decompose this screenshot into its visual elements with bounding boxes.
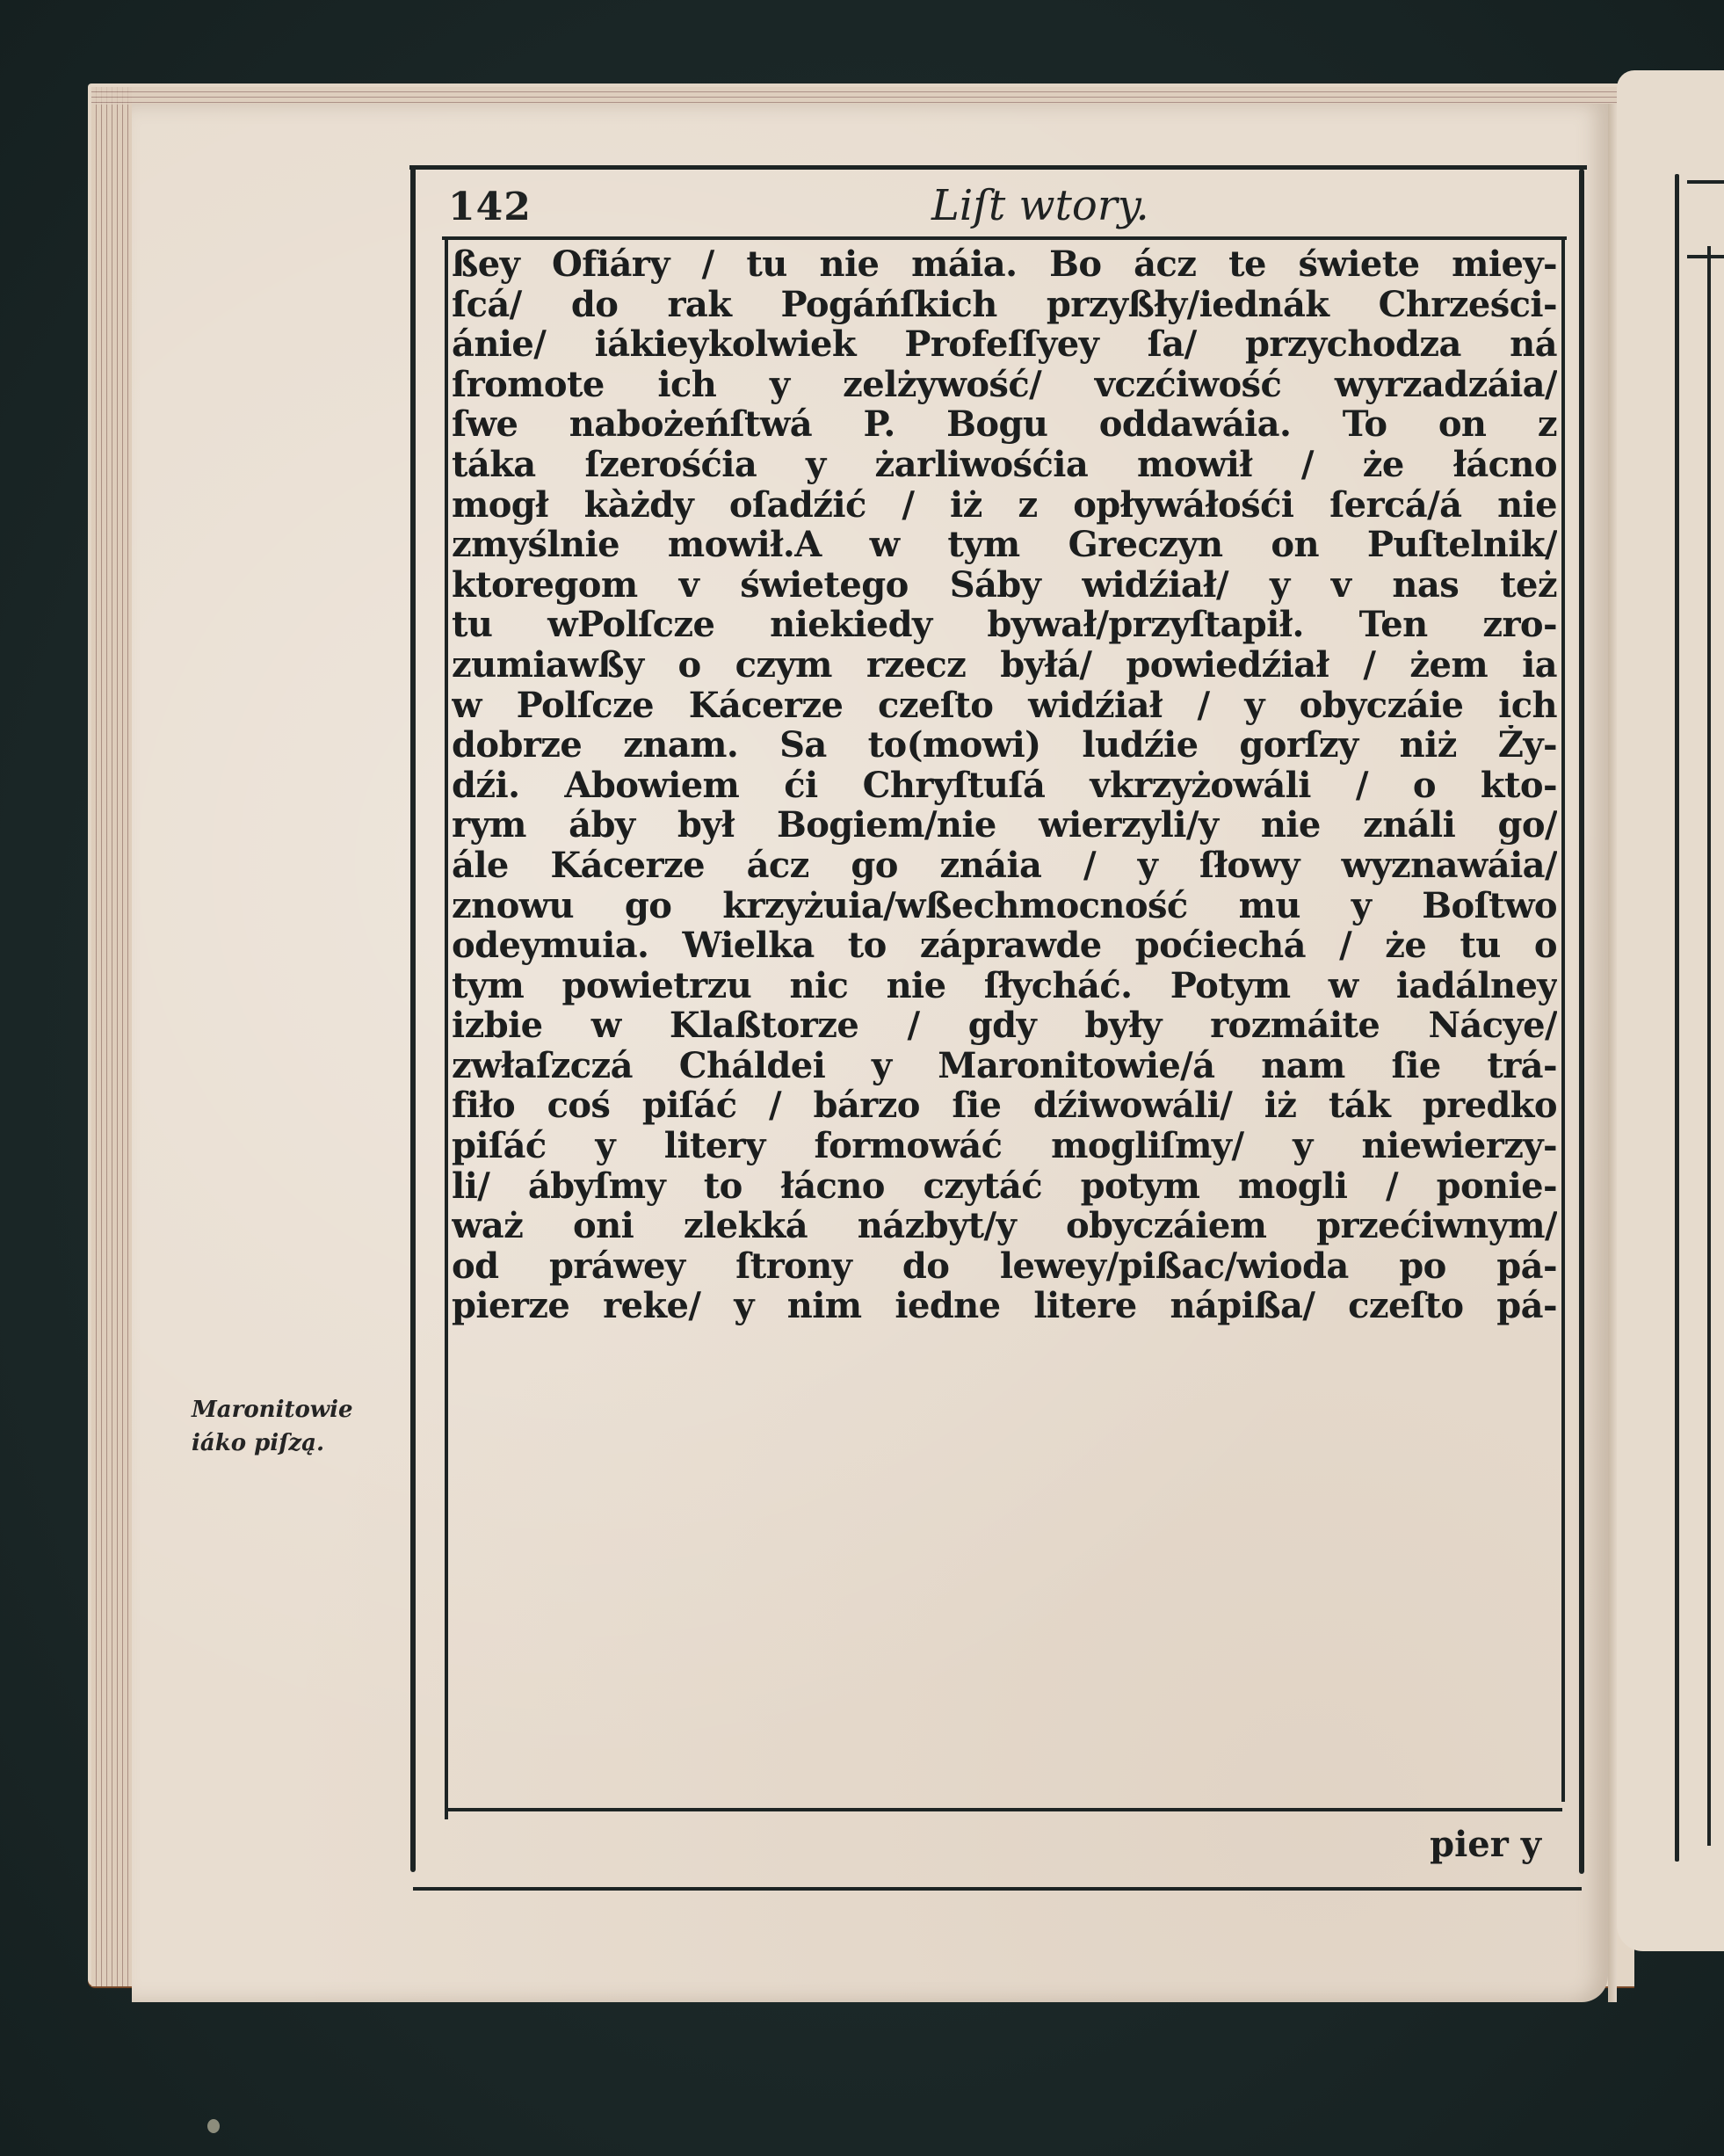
text-line: ktoregom v świetego Sáby widźiał/ y v nas też: [452, 564, 1557, 606]
text-line: ßey Ofiáry / tu nie máia. Bo ácz te świete miey-: [452, 244, 1557, 285]
text-line: zumiawßy o czym rzecz byłá/ powiedźiał / żem ia: [452, 644, 1557, 686]
text-line: ánie/ iákieykolwiek Profeſſyey ſa/ przychodza ná: [452, 324, 1557, 365]
page-number: 142: [448, 185, 532, 229]
header-rule: [442, 236, 1567, 240]
text-line: odeymuia. Wielka to záprawde poćiechá / że tu o: [452, 926, 1557, 966]
text-line: w Polſcze Kácerze czeſto widźiał / y obyczáie ich: [452, 685, 1557, 726]
text-line: rym áby był Bogiem/nie wierzyli/y nie ználi go/: [452, 805, 1557, 846]
text-line: zmyślnie mowił.A w tym Greczyn on Puſtelnik/: [452, 525, 1557, 565]
text-line: táka ſzerośćia y żarliwośćia mowił / że łácno: [452, 444, 1557, 485]
text-line: waż oni zlekká názbyt/y obyczáiem przećiwnym/: [452, 1206, 1557, 1246]
facing-page-frame-rule: [1675, 174, 1679, 1862]
marginal-note-line: Maronitowie: [192, 1397, 353, 1423]
gutter: [1608, 104, 1617, 2002]
catchword: pier y: [1430, 1824, 1541, 1865]
marginal-note: [192, 1393, 402, 1460]
text-line: pierze reke/ y nim iedne litere nápißa/ czeſto pá-: [452, 1286, 1557, 1327]
text-line: tym powietrzu nic nie ſłycháć. Potym w iadálney: [452, 965, 1557, 1006]
text-line: ſcá/ do rak Pogáńſkich przyßły/iednák Chrześci-: [452, 284, 1557, 325]
text-line: dobrze znam. Sa to(mowi) ludźie gorſzy niż Ży-: [452, 725, 1557, 766]
text-frame-right-rule: [1561, 237, 1565, 1802]
text-frame-left-rule: [445, 237, 448, 1819]
text-line: dźi. Abowiem ći Chryſtuſá vkrzyżowáli / o kto-: [452, 765, 1557, 806]
text-line: ſromote ich y zelżywość/ vczćiwość wyrzadzáia/: [452, 364, 1557, 405]
text-line: zwłaſzczá Cháldei y Maronitowie/á nam ſie trá-: [452, 1045, 1557, 1086]
text-bottom-rule: [448, 1808, 1562, 1811]
text-line: tu wPolſcze niekiedy bywał/przyſtapił. Ten zro-: [452, 605, 1557, 645]
dust-speck: [207, 2119, 220, 2133]
marginal-note-line: iáko piſzą.: [192, 1430, 325, 1456]
text-line: znowu go krzyżuia/wßechmocność mu y Boſtwo: [452, 885, 1557, 926]
frame-right-rule: [1579, 169, 1584, 1874]
text-line: mogł kàżdy oſadźić / iż z opływáłośći ſercá/á nie: [452, 484, 1557, 526]
running-title: Liſt wtory.: [931, 181, 1149, 230]
text-line: li/ ábyſmy to łácno czytáć potym mogli / ponie-: [452, 1165, 1557, 1207]
text-line: izbie w Klaßtorze / gdy były rozmáite Nácye/: [452, 1005, 1557, 1046]
frame-top-rule: [409, 165, 1587, 170]
text-line: ále Kácerze ácz go znáia / y ſłowy wyznawáia/: [452, 845, 1557, 886]
text-line: od práwey ſtrony do lewey/pißac/wioda po pá-: [452, 1245, 1557, 1287]
body-text: [452, 244, 1557, 1326]
facing-page-sliver: [1617, 70, 1724, 1951]
facing-page-head-rule: [1687, 255, 1724, 258]
frame-left-rule: [410, 167, 416, 1872]
text-line: ſwe nabożeńſtwá P. Bogu oddawáia. To on z: [452, 404, 1557, 445]
text-line: piſáć y litery formowáć mogliſmy/ y niewierzy-: [452, 1126, 1557, 1166]
facing-page-inner-rule: [1707, 246, 1711, 1846]
frame-bottom-rule: [413, 1887, 1582, 1891]
text-line: fiło coś piſáć / bárzo ſie dźiwowáli/ iż ták predko: [452, 1085, 1557, 1127]
facing-page-top-rule: [1687, 180, 1724, 184]
